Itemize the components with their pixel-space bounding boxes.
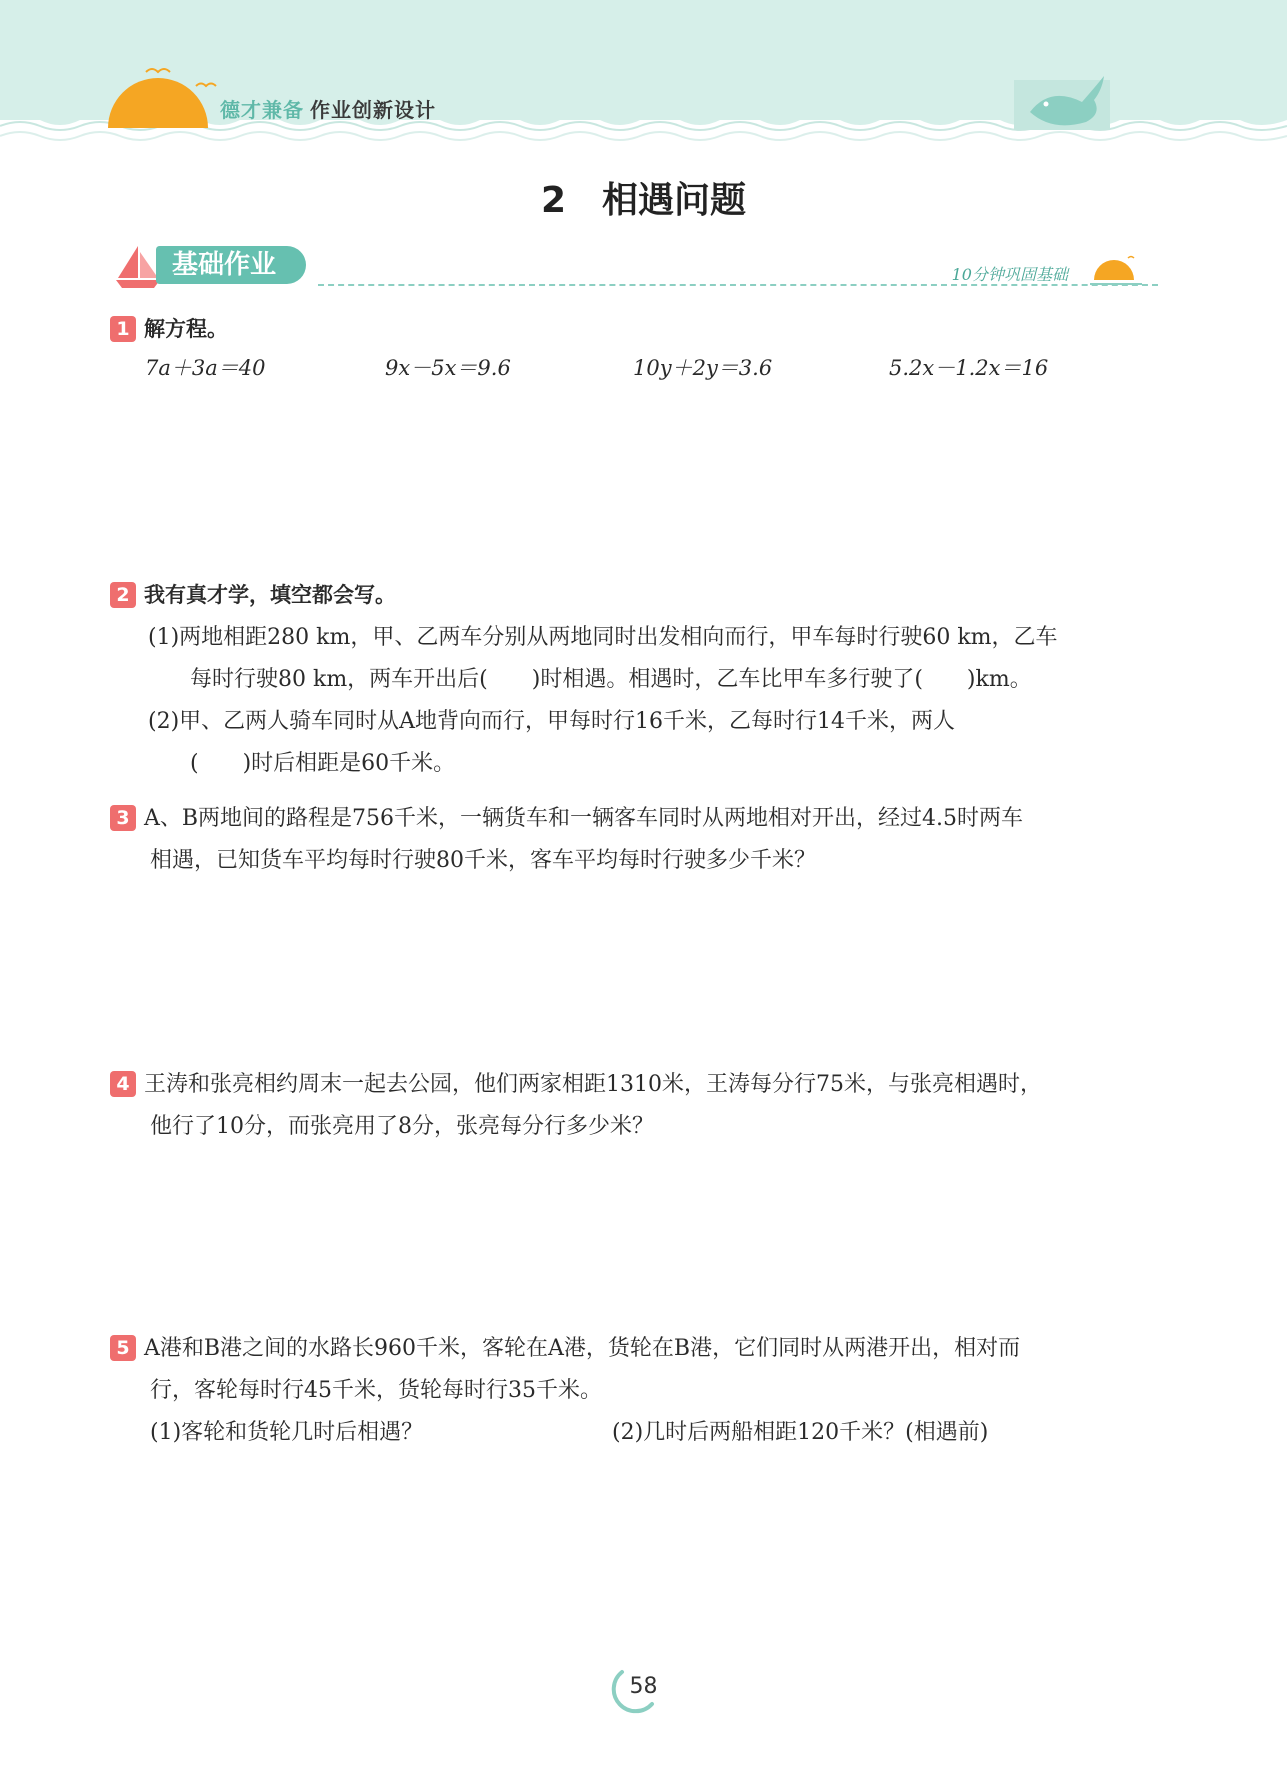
q2-part1-line1: (1)两地相距280 km，甲、乙两车分别从两地同时出发相向而行，甲车每时行驶60 km，乙车: [148, 625, 1058, 650]
section-note: 10分钟巩固基础: [951, 265, 1068, 284]
q5-line1: A港和B港之间的水路长960千米，客轮在A港，货轮在B港，它们同时从两港开出，相对而: [144, 1336, 1021, 1361]
lesson-title: 2 相遇问题: [540, 180, 747, 221]
q5-sub2: (2)几时后两船相距120千米？(相遇前): [612, 1420, 989, 1445]
q5-line2: 行，客轮每时行45千米，货轮每时行35千米。: [150, 1378, 602, 1403]
q4-line2: 他行了10分，而张亮用了8分，张亮每分行多少米？: [150, 1114, 654, 1139]
question-heading: 我有真才学，填空都会写。: [144, 583, 396, 607]
header-wave-background: [0, 0, 1287, 160]
q2-part2-line1: (2)甲、乙两人骑车同时从A地背向而行，甲每时行16千米，乙每时行14千米，两人: [148, 709, 956, 734]
question-number: 5: [110, 1335, 136, 1361]
brand-title-dark: 作业创新设计: [310, 98, 436, 122]
q3-line2: 相遇，已知货车平均每时行驶80千米，客车平均每时行驶多少千米？: [150, 848, 816, 873]
question-3: [110, 798, 1150, 882]
q2-part1-line2: 每时行驶80 km，两车开出后( )时相遇。相遇时，乙车比甲车多行驶了( )km。: [190, 667, 1032, 692]
equation-2: 9x－5x＝9.6: [385, 356, 511, 380]
equation-3: 10y＋2y＝3.6: [633, 356, 773, 380]
brand-title: [220, 94, 436, 123]
whale-icon: [1014, 76, 1110, 130]
page-number: 58: [629, 1674, 658, 1699]
question-1: [110, 308, 1150, 351]
equation-4: 5.2x－1.2x＝16: [889, 356, 1049, 380]
equation-1: 7a＋3a＝40: [145, 356, 266, 380]
question-2: [110, 574, 1150, 785]
q2-part2-line2: ( )时后相距是60千米。: [190, 751, 456, 776]
question-number: 2: [110, 582, 136, 608]
q5-sub1: (1)客轮和货轮几时后相遇？: [150, 1420, 424, 1445]
section-label: 基础作业: [156, 246, 306, 284]
question-number: 4: [110, 1071, 136, 1097]
small-sun-icon: [1088, 254, 1144, 290]
question-heading: 解方程。: [144, 317, 228, 341]
page-header: [0, 0, 1287, 160]
question-number: 1: [110, 316, 136, 342]
brand-title-colored: 德才兼备: [220, 98, 304, 122]
question-4: [110, 1064, 1150, 1148]
question-5: [110, 1328, 1150, 1454]
q4-line1: 王涛和张亮相约周末一起去公园，他们两家相距1310米，王涛每分行75米，与张亮相遇时，: [144, 1072, 1042, 1097]
section-header: [108, 246, 1148, 296]
q3-line1: A、B两地间的路程是756千米，一辆货车和一辆客车同时从两地相对开出，经过4.5时两车: [144, 806, 1024, 831]
question-number: 3: [110, 805, 136, 831]
